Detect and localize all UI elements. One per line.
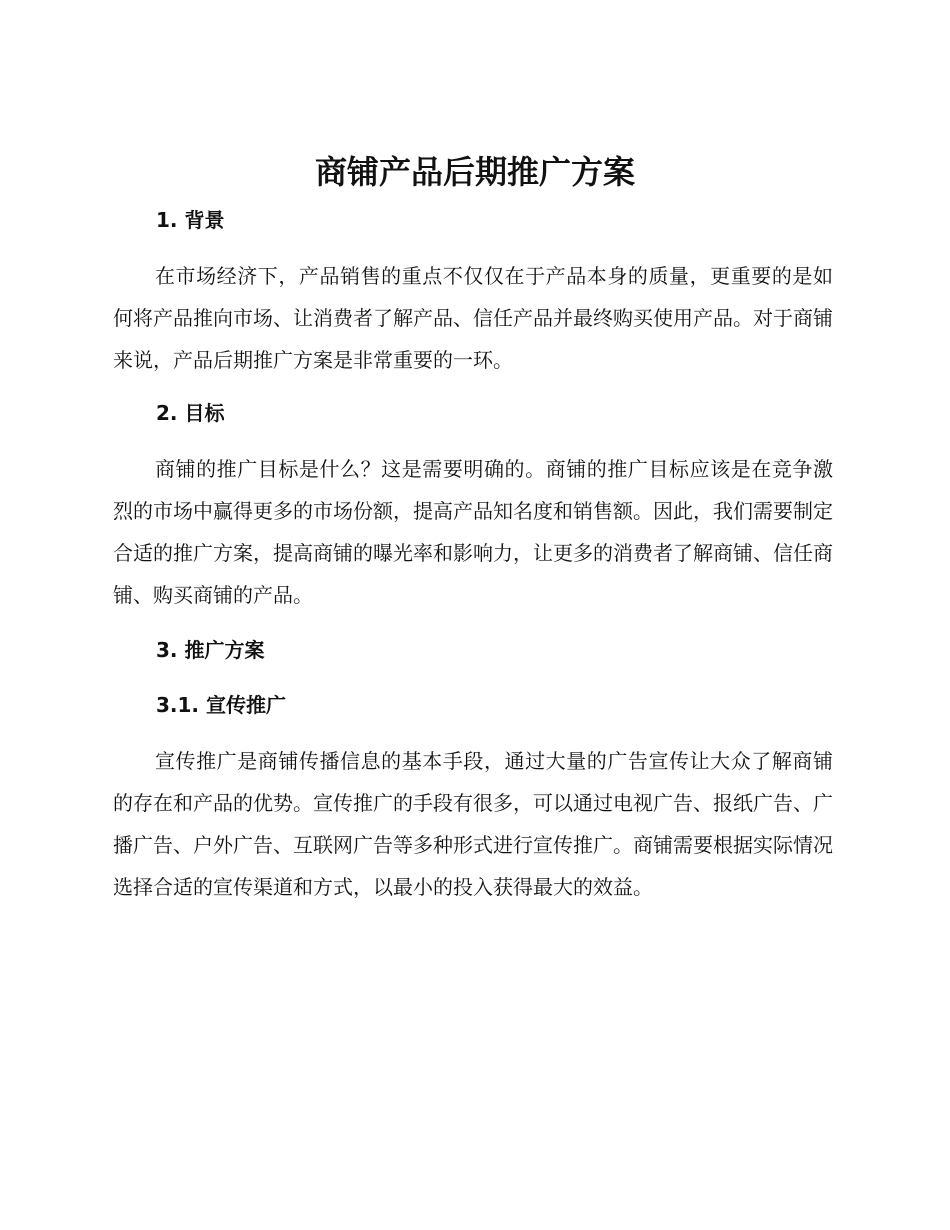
section-heading-publicity: 3.1. 宣传推广 xyxy=(156,693,286,717)
section-paragraph-publicity: 宣传推广是商铺传播信息的基本手段，通过大量的广告宣传让大众了解商铺的存在和产品的优势。宣传推广的手段有很多，可以通过电视广告、报纸广告、广播广告、户外广告、互联网广告等多种形式进行宣传推广。商铺需要根据实际情况选择合适的宣传渠道和方式，以最小的投入获得最大的效益。 xyxy=(113,749,833,899)
section-paragraph-background: 在市场经济下，产品销售的重点不仅仅在于产品本身的质量，更重要的是如何将产品推向市场、让消费者了解产品、信任产品并最终购买使用产品。对于商铺来说，产品后期推广方案是非常重要的一环。 xyxy=(113,264,833,372)
document-title: 商铺产品后期推广方案 xyxy=(314,153,635,191)
section-paragraph-goal: 商铺的推广目标是什么？这是需要明确的。商铺的推广目标应该是在竞争激烈的市场中赢得更多的市场份额，提高产品知名度和销售额。因此，我们需要制定合适的推广方案，提高商铺的曝光率和影响力，让更多的消费者了解商铺、信任商铺、购买商铺的产品。 xyxy=(113,457,833,607)
section-heading-goal: 2. 目标 xyxy=(156,401,225,425)
section-heading-background: 1. 背景 xyxy=(156,208,225,232)
section-heading-plan: 3. 推广方案 xyxy=(156,638,265,662)
